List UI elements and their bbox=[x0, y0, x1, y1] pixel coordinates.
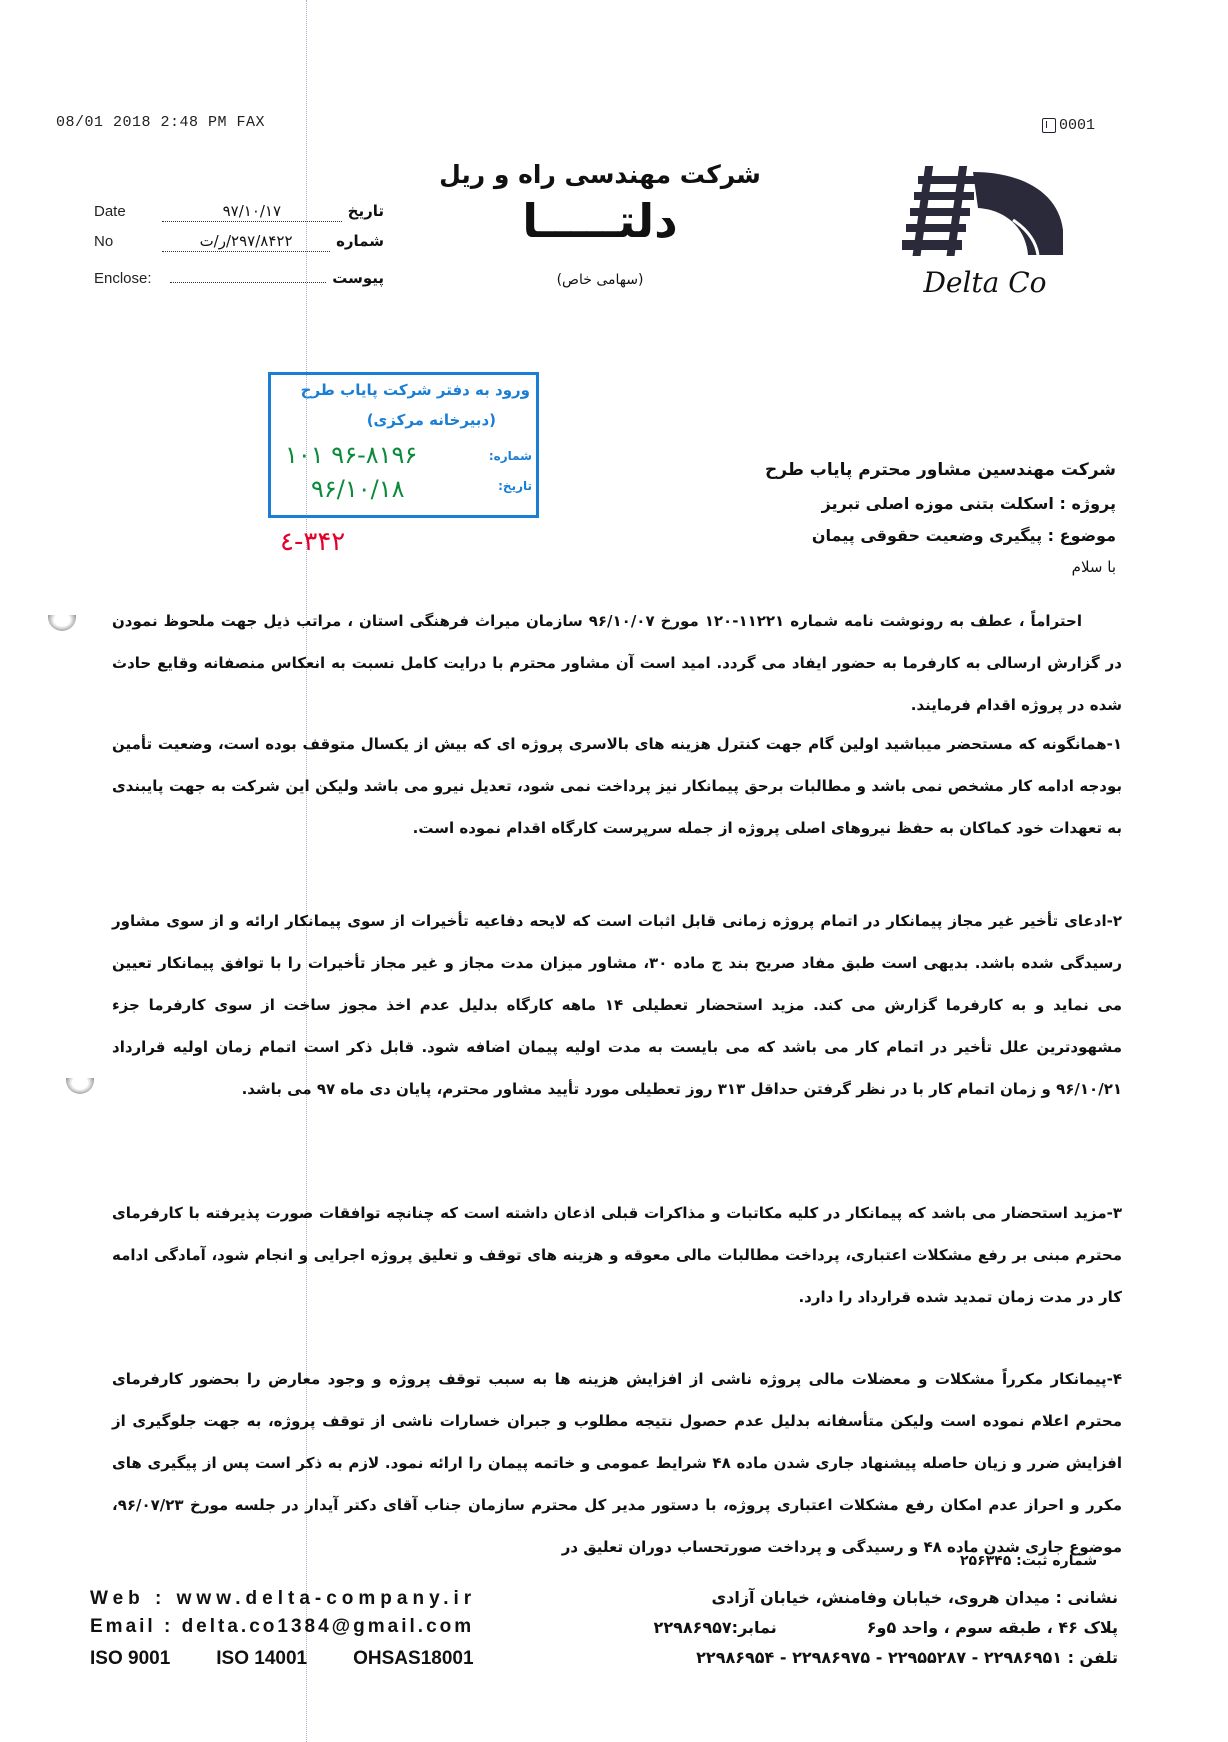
receipt-stamp bbox=[268, 372, 539, 518]
cert-iso9001: ISO 9001 bbox=[90, 1648, 171, 1669]
number-label-en: No bbox=[94, 233, 114, 250]
footer-phones: تلفن : ۲۲۹۸۶۹۵۱ - ۲۲۹۵۵۲۸۷ - ۲۲۹۸۶۹۷۵ - ۲۲۹۸۶۹۵۴ bbox=[696, 1648, 1118, 1667]
punch-hole bbox=[66, 1078, 94, 1094]
footer-address-row2 bbox=[654, 1618, 1118, 1648]
footer-address bbox=[654, 1588, 1118, 1678]
company-title: شرکت مهندسی راه و ریل bbox=[439, 160, 761, 189]
footer-address-line2: پلاک ۴۶ ، طبقه سوم ، واحد ۵و۶ bbox=[866, 1618, 1118, 1637]
handwritten-red-note: ۳۴۲-٤ bbox=[280, 527, 346, 557]
stamp-date-label: تاریخ: bbox=[498, 479, 532, 493]
company-type: (سهامی خاص) bbox=[556, 272, 644, 288]
meta-number-row bbox=[94, 232, 384, 252]
date-value: ۹۷/۱۰/۱۷ bbox=[162, 203, 342, 222]
meta-date-row bbox=[94, 202, 384, 222]
number-label-fa: شماره bbox=[336, 232, 384, 250]
stamp-line1: ورود به دفتر شرکت پایاب طرح bbox=[300, 381, 530, 399]
greeting: با سلام bbox=[1071, 558, 1116, 576]
meta-enclose-row bbox=[94, 264, 384, 287]
fax-header: 08/01 2018 2:48 PM FAX bbox=[56, 114, 266, 131]
company-name: دلتـــــا bbox=[522, 194, 678, 248]
stamp-line2: (دبیرخانه مرکزی) bbox=[366, 411, 496, 429]
stamp-date-value: ۹۶/۱۰/۱۸ bbox=[311, 475, 405, 503]
punch-hole bbox=[48, 615, 76, 631]
number-value: ۲۹۷/۸۴۲۲/ر/ت bbox=[162, 233, 330, 252]
enclose-value bbox=[170, 264, 326, 283]
stamp-number-value: ۱۰۱ ۹۶-۸۱۹۶ bbox=[285, 441, 418, 469]
stamp-number-label: شماره: bbox=[488, 449, 532, 463]
page-number bbox=[1042, 117, 1095, 134]
body-item-1: ۱-همانگونه که مستحضر میباشید اولین گام جهت کنترل هزینه های بالاسری پروژه ای که بیش از یکسال متوقف بوده است، وضعیت تأمین بودجه ادامه کار مشخص نمی باشد و مطالبات برحق پیمانکار نیز پرداخت نمی شود، تعدیل نیرو می باشد ولیکن این شرکت به جهت پایبندی به تعهدات خود کماکان به حفظ نیروهای اصلی پروژه از جمله سرپرست کارگاه اقدام نموده است. bbox=[112, 735, 1122, 837]
addressee-block bbox=[765, 460, 1116, 576]
page-icon bbox=[1042, 118, 1056, 133]
recipient: شرکت مهندسین مشاور محترم پایاب طرح bbox=[765, 460, 1116, 480]
body-item-4: ۴-پیمانکار مکرراً مشکلات و معضلات مالی پروژه ناشی از افزایش هزینه ها به سبب توقف پروژه و وجود معارض را بحضور کارفرمای محترم اعلام نموده است ولیکن متأسفانه بدلیل عدم حصول نتیجه مطلوب و جبران خسارات ناشی از توقف پروژه، به جهت جلوگیری از افزایش ضرر و زیان حاصله پیشنهاد جاری شدن ماده ۴۸ شرایط عمومی و خاتمه پیمان را ارائه نمود. لازم به ذکر است پس از پیگیری های مکرر و احراز عدم امکان رفع مشکلات اعتباری پروژه، با دستور مدیر کل محترم سازمان جناب آقای دکتر آیدار در جلسه مورخ ۹۶/۰۷/۲۳، موضوع جاری شدن ماده ۴۸ و رسیدگی و پرداخت صورتحساب دوران تعلیق در bbox=[112, 1370, 1123, 1556]
railway-logo-icon bbox=[898, 160, 1068, 260]
page-number-value: 0001 bbox=[1059, 117, 1096, 134]
body-item-2: ۲-ادعای تأخیر غیر مجاز پیمانکار در اتمام پروژه زمانی قابل اثبات است که لایحه دفاعیه تأخیرات از سوی پیمانکار ارائه و از سوی مشاور رسیدگی شده باشد. بدیهی است طبق مفاد صریح بند ج ماده ۳۰، مشاور میزان مدت مجاز و غیر مجاز تأخیرات را با توافق پیمانکار تعیین می نماید و به کارفرما گزارش می کند. مزید استحضار تعطیلی ۱۴ ماهه کارگاه بدلیل عدم اخذ مجوز ساخت از سوی کارفرما جزء مشهودترین علل تأخیر در اتمام کار می باشد که می بایست به مدت اولیه پیمان اضافه شود. قابل ذکر است اتمام زمان اولیه قرارداد ۹۶/۱۰/۲۱ و زمان اتمام کار با در نظر گرفتن حداقل ۳۱۳ روز تعطیلی مورد تأیید مشاور محترم، پایان دی ماه ۹۷ می باشد. bbox=[112, 912, 1122, 1098]
enclose-label-fa: پیوست bbox=[332, 269, 384, 287]
project-line: پروژه : اسکلت بتنی موزه اصلی تبریز bbox=[821, 494, 1116, 513]
footer-contact bbox=[90, 1588, 476, 1670]
date-label-fa: تاریخ bbox=[347, 202, 384, 220]
body-intro: احتراماً ، عطف به رونوشت نامه شماره ۱۱۲۲۱-۱۲۰ مورخ ۹۶/۱۰/۰۷ سازمان میراث فرهنگی استان ، مراتب ذیل جهت ملحوظ نمودن در گزارش ارسالی به کارفرما به حضور ایفاد می گردد. امید است آن مشاور محترم با درایت کامل نسبت به انعکاس منصفانه وقایع حادث شده در پروژه اقدام فرمایند. bbox=[112, 612, 1122, 714]
footer-certifications bbox=[90, 1648, 476, 1670]
footer-address-line1: نشانی : میدان هروی، خیابان وفامنش، خیابان آزادی bbox=[711, 1588, 1118, 1607]
subject-line: موضوع : پیگیری وضعیت حقوقی پیمان bbox=[811, 526, 1116, 545]
footer-fax: نمابر:۲۲۹۸۶۹۵۷ bbox=[653, 1618, 777, 1637]
body-item-3: ۳-مزید استحضار می باشد که پیمانکار در کلیه مکاتبات و مذاکرات قبلی اذعان داشته است که چنانچه توافقات صورت پذیرفته با کارفرمای محترم مبنی بر رفع مشکلات اعتباری، پرداخت مطالبات مالی معوقه و هزینه های توقف و تعلیق پروژه اجرایی و انجام شود، آمادگی ادامه کار در مدت زمان تمدید شده قرارداد را دارد. bbox=[112, 1204, 1122, 1306]
footer-web-link[interactable]: Web : www.delta-company.ir bbox=[90, 1588, 477, 1609]
enclose-label-en: Enclose: bbox=[94, 270, 152, 287]
date-label-en: Date bbox=[94, 203, 126, 220]
cert-ohsas18001: OHSAS18001 bbox=[353, 1648, 474, 1669]
cert-iso14001: ISO 14001 bbox=[216, 1648, 308, 1669]
footer-email-link[interactable]: Email : delta.co1384@gmail.com bbox=[90, 1616, 475, 1637]
registration-number: شماره ثبت: ۲۵۶۳۴۵ bbox=[960, 1553, 1098, 1569]
company-logo-text: Delta Co bbox=[923, 266, 1047, 299]
